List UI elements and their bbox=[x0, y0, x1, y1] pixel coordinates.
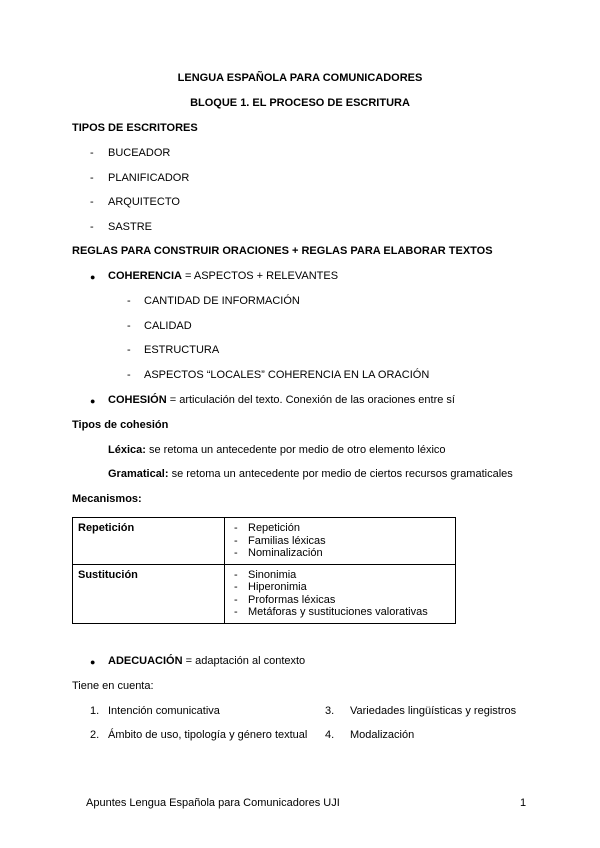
list-number: 2. bbox=[90, 729, 100, 741]
dash-marker: - bbox=[234, 581, 238, 593]
table-row bbox=[73, 564, 456, 623]
dash-marker: - bbox=[90, 221, 94, 233]
adequacy-item: Variedades lingüísticas y registros bbox=[350, 705, 517, 717]
dash-marker: - bbox=[127, 320, 131, 332]
dash-marker: - bbox=[90, 172, 94, 184]
dash-marker: - bbox=[234, 547, 238, 559]
adequacy-intro: Tiene en cuenta: bbox=[72, 680, 154, 692]
list-number: 4. bbox=[325, 729, 335, 741]
dash-marker: - bbox=[234, 593, 238, 606]
list-number: 3. bbox=[325, 705, 335, 717]
mechanism-items-cell bbox=[225, 518, 456, 565]
mechanism-name: Repetición bbox=[73, 518, 225, 565]
mechanism-item: - Nominalización bbox=[234, 547, 323, 559]
mechanism-item: - Metáforas y sustituciones valorativas bbox=[234, 606, 428, 618]
document-subtitle: BLOQUE 1. EL PROCESO DE ESCRITURA bbox=[190, 97, 410, 109]
lexica-line bbox=[108, 444, 446, 456]
coherence-line bbox=[108, 270, 338, 282]
coherence-item: CALIDAD bbox=[144, 320, 192, 332]
mechanism-item: - Repetición bbox=[234, 522, 300, 534]
bullet-marker: ● bbox=[90, 396, 96, 406]
adequacy-desc: = adaptación al contexto bbox=[182, 655, 306, 667]
gramatical-desc: se retoma un antecedente por medio de ciertos recursos gramaticales bbox=[168, 468, 513, 480]
mechanism-item: - Proformas léxicas bbox=[234, 593, 336, 606]
mechanism-item: - Sinonimia bbox=[234, 568, 297, 581]
dash-marker: - bbox=[127, 344, 131, 356]
writer-item: SASTRE bbox=[108, 221, 153, 233]
writer-item: BUCEADOR bbox=[108, 147, 171, 159]
document-title: LENGUA ESPAÑOLA PARA COMUNICADORES bbox=[177, 72, 423, 84]
mechanism-name: Sustitución bbox=[73, 564, 225, 623]
writers-heading: TIPOS DE ESCRITORES bbox=[72, 122, 198, 134]
mechanisms-table bbox=[72, 517, 456, 624]
adequacy-item: Modalización bbox=[350, 729, 415, 741]
lexica-term: Léxica: bbox=[108, 444, 146, 456]
dash-marker: - bbox=[234, 606, 238, 618]
writer-item: PLANIFICADOR bbox=[108, 172, 190, 184]
dash-marker: - bbox=[234, 568, 238, 581]
page-number: 1 bbox=[520, 797, 527, 809]
mechanism-item: - Hiperonimia bbox=[234, 581, 307, 593]
dash-marker: - bbox=[90, 196, 94, 208]
adequacy-line bbox=[108, 655, 305, 667]
cohesion-term: COHESIÓN bbox=[108, 394, 167, 406]
list-number: 1. bbox=[90, 705, 100, 717]
bullet-marker: ● bbox=[90, 272, 96, 282]
coherence-item: CANTIDAD DE INFORMACIÓN bbox=[144, 295, 300, 307]
mechanism-items-cell bbox=[225, 564, 456, 623]
writer-item: ARQUITECTO bbox=[108, 196, 180, 208]
dash-marker: - bbox=[234, 522, 238, 534]
table-row bbox=[73, 518, 456, 565]
coherence-term: COHERENCIA bbox=[108, 270, 182, 282]
adequacy-item: Intención comunicativa bbox=[108, 705, 220, 717]
adequacy-item: Ámbito de uso, tipología y género textual bbox=[108, 729, 308, 741]
dash-marker: - bbox=[127, 295, 131, 307]
coherence-item: ASPECTOS “LOCALES” COHERENCIA EN LA ORACIÓN bbox=[144, 369, 430, 381]
coherence-item: ESTRUCTURA bbox=[144, 344, 220, 356]
adequacy-term: ADECUACIÓN bbox=[108, 655, 183, 667]
cohesion-desc: = articulación del texto. Conexión de las oraciones entre sí bbox=[166, 394, 455, 406]
mechanism-item: - Familias léxicas bbox=[234, 534, 326, 547]
bullet-marker: ● bbox=[90, 657, 96, 667]
dash-marker: - bbox=[234, 534, 238, 547]
footer-text: Apuntes Lengua Española para Comunicadores UJI bbox=[86, 797, 340, 809]
gramatical-term: Gramatical: bbox=[108, 468, 169, 480]
gramatical-line bbox=[108, 468, 513, 480]
dash-marker: - bbox=[127, 369, 131, 381]
cohesion-types-heading: Tipos de cohesión bbox=[72, 419, 169, 431]
dash-marker: - bbox=[90, 147, 94, 159]
coherence-desc: = ASPECTOS + RELEVANTES bbox=[181, 270, 339, 282]
cohesion-line bbox=[108, 394, 455, 406]
mechanisms-heading: Mecanismos: bbox=[72, 493, 142, 505]
rules-heading: REGLAS PARA CONSTRUIR ORACIONES + REGLAS PARA ELABORAR TEXTOS bbox=[72, 245, 493, 257]
lexica-desc: se retoma un antecedente por medio de otro elemento léxico bbox=[145, 444, 446, 456]
